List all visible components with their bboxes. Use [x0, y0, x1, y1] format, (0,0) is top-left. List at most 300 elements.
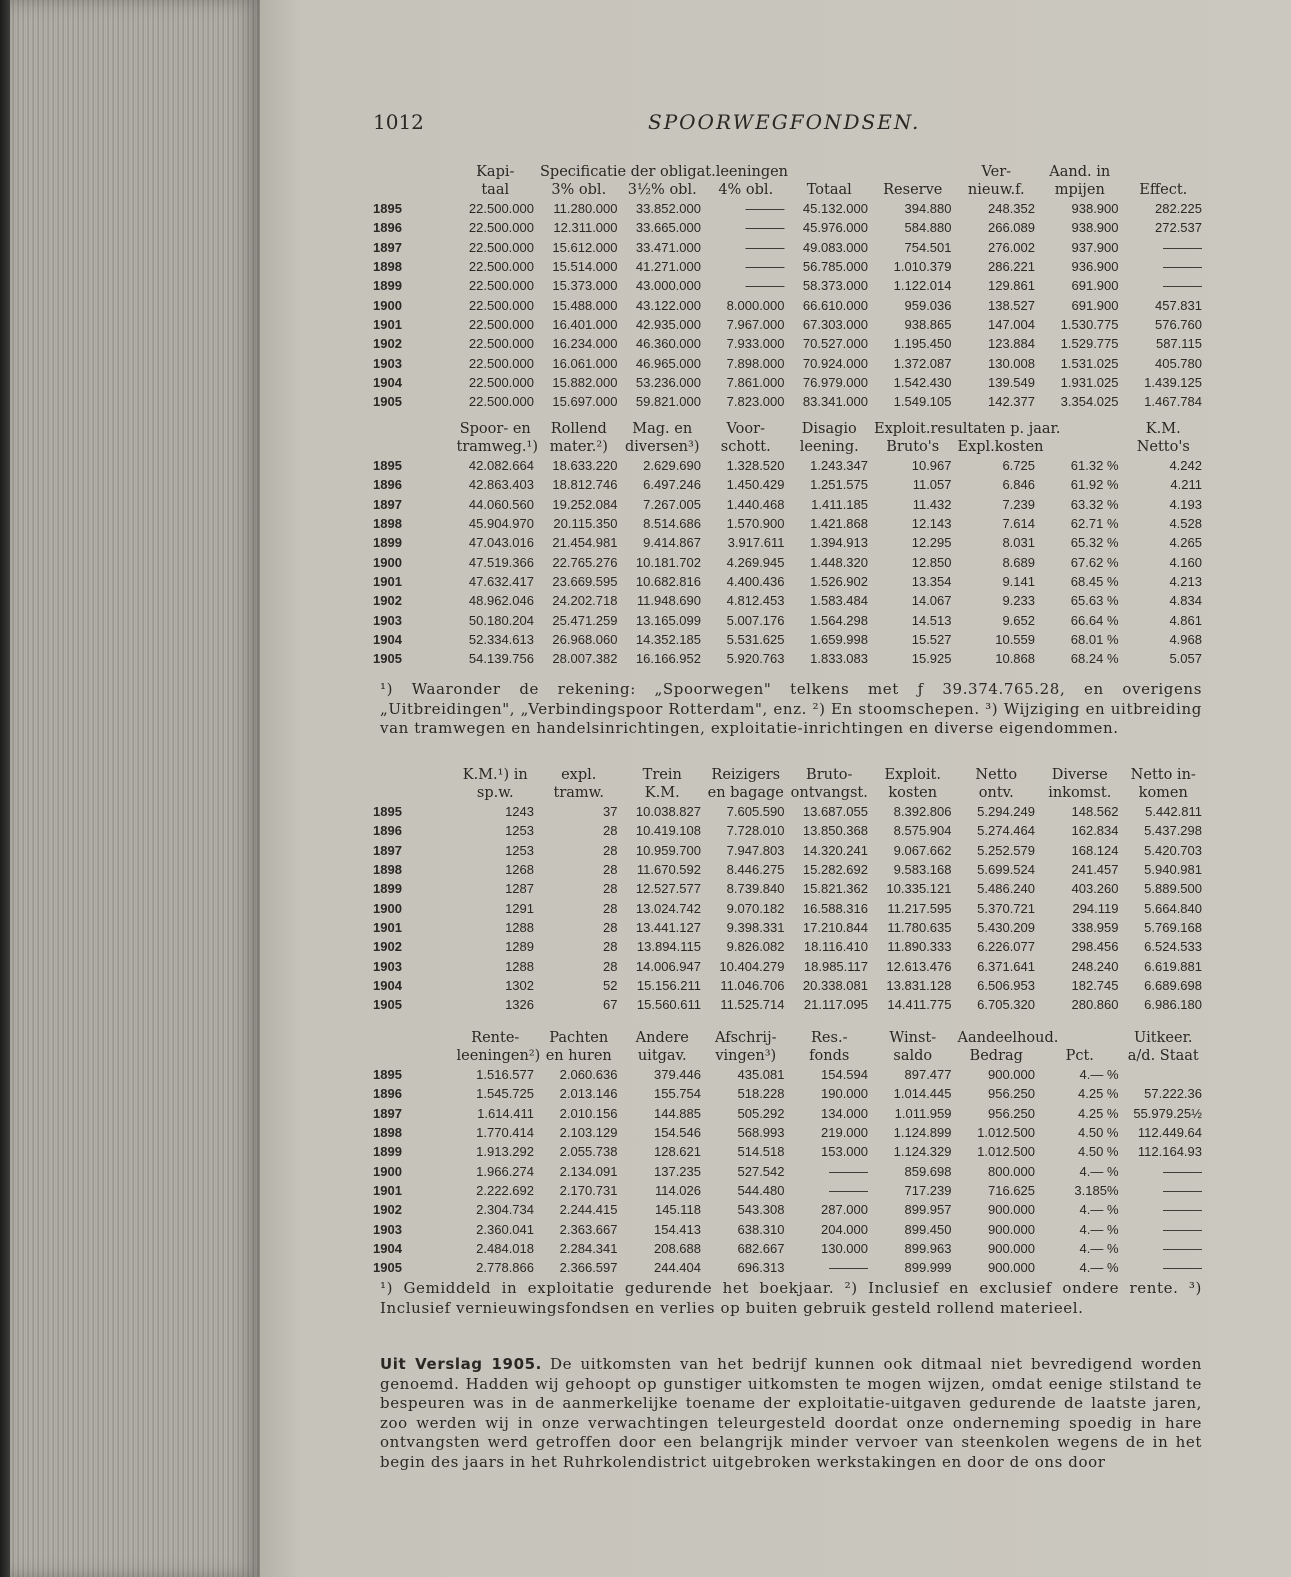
- table-cell: 1.195.450: [893, 336, 952, 352]
- column-header: saldo: [893, 1048, 933, 1064]
- year-cell: 1895: [373, 201, 402, 217]
- table-cell: 18.633.220: [552, 458, 618, 474]
- table-row: [370, 1123, 1205, 1142]
- table-cell: 394.880: [904, 201, 952, 217]
- column-header: [370, 438, 454, 456]
- table-cell: 22.500.000: [468, 336, 534, 352]
- table-cell: 1.531.025: [1060, 355, 1119, 371]
- table-cell: 5.420.703: [1144, 842, 1202, 858]
- table-cell: 241.457: [1071, 862, 1119, 878]
- table-cell: 6.846: [1002, 477, 1035, 493]
- column-header: expl.: [561, 767, 597, 783]
- table-cell: 11.948.690: [636, 593, 701, 609]
- table-cell: 2.170.731: [559, 1182, 618, 1198]
- table-cell: 7.967.000: [726, 316, 785, 332]
- table-cell: 48.962.046: [468, 593, 534, 609]
- page-header: [373, 108, 1203, 138]
- table-cell: 2.244.415: [559, 1202, 618, 1218]
- table-cell: 138.527: [988, 297, 1035, 313]
- obligations-table: [370, 163, 1205, 411]
- column-header: Kapi-: [476, 164, 515, 180]
- table-cell: 10.559: [995, 631, 1035, 647]
- column-header: Exploit.resultaten p. jaar.: [874, 421, 1061, 437]
- table-cell: 37: [603, 804, 618, 820]
- column-header: Pct.: [1065, 1048, 1094, 1064]
- table-cell: 691.900: [1071, 297, 1119, 313]
- table-cell: 154.546: [654, 1125, 701, 1141]
- year-cell: 1902: [373, 939, 402, 955]
- table-cell: 5.007.176: [726, 612, 785, 628]
- year-cell: 1903: [373, 1221, 402, 1237]
- table-cell: 15.821.362: [802, 881, 868, 897]
- column-header: schott.: [720, 439, 771, 455]
- table-cell: 266.089: [988, 220, 1035, 236]
- table-cell: 1.014.445: [893, 1086, 952, 1102]
- table-cell: 13.894.115: [636, 939, 701, 955]
- header-row: [370, 163, 1205, 181]
- column-header: [370, 163, 454, 181]
- table-cell: 219.000: [821, 1125, 868, 1141]
- year-cell: 1895: [373, 1067, 402, 1083]
- table-cell: 33.665.000: [635, 220, 701, 236]
- table-cell: 46.965.000: [635, 355, 701, 371]
- table-cell: 8.689: [1002, 554, 1035, 570]
- year-cell: 1899: [373, 1144, 402, 1160]
- table-cell: 900.000: [988, 1221, 1035, 1237]
- table-cell: 1.516.577: [476, 1067, 534, 1083]
- table-cell: 10.959.700: [635, 842, 701, 858]
- table-cell: 28: [603, 900, 618, 916]
- table-cell: 298.456: [1071, 939, 1119, 955]
- table-cell: 112.164.93: [1137, 1144, 1202, 1160]
- table-cell: 137.235: [654, 1163, 701, 1179]
- table-cell: 15.514.000: [552, 259, 618, 275]
- table-cell: 22.500.000: [468, 316, 534, 332]
- table-cell: 6.689.698: [1144, 977, 1202, 993]
- table-cell: 1.124.899: [893, 1125, 952, 1141]
- year-cell: 1903: [373, 612, 402, 628]
- column-header: taal: [481, 182, 510, 198]
- table-cell: 4.50 %: [1078, 1144, 1119, 1160]
- table-cell: 1.124.329: [893, 1144, 952, 1160]
- table-cell: 244.404: [654, 1260, 701, 1276]
- table-cell: 130.000: [821, 1240, 868, 1256]
- table-cell: 899.957: [904, 1202, 952, 1218]
- table-row: [370, 392, 1205, 411]
- table-cell: 5.940.981: [1144, 862, 1202, 878]
- table-cell: 405.780: [1155, 355, 1202, 371]
- column-header: Reserve: [883, 182, 943, 198]
- year-cell: 1895: [373, 804, 402, 820]
- table-cell: 2.013.146: [559, 1086, 618, 1102]
- table-cell: 2.060.636: [559, 1067, 618, 1083]
- column-header: tramweg.¹): [456, 439, 539, 455]
- table-cell: 16.234.000: [552, 336, 618, 352]
- column-header: Bedrag: [969, 1048, 1023, 1064]
- table-cell: 13.441.127: [635, 919, 701, 935]
- table-cell: 1.526.902: [810, 573, 868, 589]
- table-cell: 4.269.945: [726, 554, 785, 570]
- table-cell: 22.500.000: [468, 220, 534, 236]
- year-cell: 1896: [373, 477, 402, 493]
- table-row: [370, 475, 1205, 494]
- column-header: mater.²): [549, 439, 608, 455]
- year-cell: 1905: [373, 394, 402, 410]
- table-cell: 338.959: [1071, 919, 1119, 935]
- table-cell: 1.122.014: [893, 278, 952, 294]
- table-cell: 15.282.692: [802, 862, 868, 878]
- table-cell: 897.477: [904, 1067, 952, 1083]
- column-header: [1038, 438, 1122, 456]
- table-cell: 900.000: [988, 1067, 1035, 1083]
- table-row: [370, 257, 1205, 276]
- table-cell: 43.000.000: [635, 278, 701, 294]
- table-cell: 19.252.084: [552, 496, 618, 512]
- table-cell: 1.529.775: [1060, 336, 1119, 352]
- table-cell: 15.925: [911, 651, 952, 667]
- table-cell: 128.621: [654, 1144, 701, 1160]
- annual-report-excerpt: [380, 1355, 1202, 1472]
- table-cell: 4.— %: [1079, 1240, 1119, 1256]
- table-cell: 1253: [505, 842, 534, 858]
- table-cell: 1289: [505, 939, 534, 955]
- column-header: Rente-: [471, 1030, 520, 1046]
- header-row: [370, 1029, 1205, 1047]
- table-cell: 527.542: [737, 1163, 785, 1179]
- year-cell: 1900: [373, 297, 402, 313]
- column-header: Uitkeer.: [1133, 1030, 1193, 1046]
- table-cell: 139.549: [988, 374, 1035, 390]
- profit-distribution-table: [370, 1029, 1205, 1277]
- table-row: [370, 591, 1205, 610]
- year-cell: 1900: [373, 554, 402, 570]
- column-header: Totaal: [806, 182, 852, 198]
- table-cell: 1.659.998: [810, 631, 868, 647]
- table-cell: 4.— %: [1079, 1202, 1119, 1218]
- column-header: Afschrij-: [715, 1030, 777, 1046]
- table-cell: 800.000: [988, 1163, 1035, 1179]
- column-header: Netto in-: [1130, 767, 1196, 783]
- column-header: Voor-: [726, 421, 765, 437]
- column-header: inkomst.: [1048, 785, 1112, 801]
- table-cell: 41.271.000: [635, 259, 701, 275]
- table-cell: 11.217.595: [887, 900, 952, 916]
- table-cell: 12.143: [911, 516, 952, 532]
- table-row: [370, 1161, 1205, 1180]
- table-cell: 15.488.000: [552, 297, 618, 313]
- year-cell: 1902: [373, 336, 402, 352]
- table-row: [370, 514, 1205, 533]
- table-cell: 899.999: [904, 1260, 952, 1276]
- table-cell: 43.122.000: [635, 297, 701, 313]
- table-cell: 22.500.000: [468, 201, 534, 217]
- column-header: Trein: [642, 767, 682, 783]
- column-header: fonds: [809, 1048, 850, 1064]
- table-cell: 1.421.868: [810, 516, 868, 532]
- table-row: [370, 649, 1205, 668]
- table-cell: 54.139.756: [468, 651, 534, 667]
- table-cell: 587.115: [1155, 336, 1202, 352]
- table-cell: 638.310: [737, 1221, 785, 1237]
- table-cell: 1.966.274: [476, 1163, 534, 1179]
- table-cell: 6.705.320: [977, 997, 1035, 1013]
- table-cell: 717.239: [904, 1182, 952, 1198]
- table-cell: 68.45 %: [1070, 573, 1119, 589]
- table-cell: 9.398.331: [726, 919, 785, 935]
- table-cell: 5.442.811: [1145, 804, 1202, 820]
- table-cell: 2.284.341: [559, 1240, 618, 1256]
- table-cell: 154.413: [654, 1221, 701, 1237]
- table-cell: 154.594: [821, 1067, 868, 1083]
- table-cell: 1287: [505, 881, 534, 897]
- table-cell: 134.000: [821, 1105, 868, 1121]
- header-row: [370, 784, 1205, 802]
- column-header: ontv.: [978, 785, 1014, 801]
- column-header: [370, 420, 454, 438]
- table-cell: 5.769.168: [1144, 919, 1202, 935]
- table-cell: 24.202.718: [552, 593, 618, 609]
- table-cell: 13.354: [911, 573, 952, 589]
- table-cell: 12.295: [911, 535, 952, 551]
- table-cell: 6.619.881: [1144, 958, 1202, 974]
- table-cell: 1.530.775: [1060, 316, 1119, 332]
- table-cell: 2.778.866: [476, 1260, 534, 1276]
- table-cell: 15.156.211: [636, 977, 701, 993]
- table-cell: 3.185%: [1074, 1182, 1119, 1198]
- table-cell: 1.545.725: [476, 1086, 534, 1102]
- year-cell: 1897: [373, 1105, 402, 1121]
- table-cell: 22.500.000: [468, 355, 534, 371]
- table-cell: ———: [745, 278, 785, 294]
- table-cell: 11.057: [912, 477, 952, 493]
- table-cell: 7.614: [1002, 516, 1035, 532]
- year-cell: 1905: [373, 651, 402, 667]
- table-cell: 153.000: [821, 1144, 868, 1160]
- table-cell: 4.50 %: [1078, 1125, 1119, 1141]
- table-cell: 10.335.121: [886, 881, 952, 897]
- column-header: 3½% obl.: [627, 182, 697, 198]
- table-cell: 2.304.734: [476, 1202, 534, 1218]
- table-cell: 959.036: [904, 297, 952, 313]
- table-cell: 936.900: [1071, 259, 1119, 275]
- table-cell: 1.614.411: [477, 1105, 534, 1121]
- table-cell: 33.471.000: [635, 239, 701, 255]
- table-cell: 3.354.025: [1060, 394, 1119, 410]
- column-header: kosten: [888, 785, 938, 801]
- table-cell: 15.882.000: [552, 374, 618, 390]
- table-cell: 1.833.083: [810, 651, 868, 667]
- table-cell: 7.898.000: [726, 355, 785, 371]
- table-cell: 8.031: [1002, 535, 1035, 551]
- table-row: [370, 995, 1205, 1014]
- year-cell: 1903: [373, 355, 402, 371]
- table-cell: 83.341.000: [802, 394, 868, 410]
- year-cell: 1901: [373, 1182, 402, 1198]
- column-header: uitgav.: [637, 1048, 687, 1064]
- year-cell: 1896: [373, 1086, 402, 1102]
- table-row: [370, 860, 1205, 879]
- table-cell: 956.250: [988, 1086, 1035, 1102]
- column-header: [1122, 163, 1206, 181]
- year-cell: 1902: [373, 1202, 402, 1218]
- table-cell: 44.060.560: [468, 496, 534, 512]
- table-cell: 14.006.947: [635, 958, 701, 974]
- table-cell: 248.240: [1071, 958, 1119, 974]
- table-cell: 42.863.403: [468, 477, 534, 493]
- table-cell: 28: [603, 919, 618, 935]
- table-cell: 4.211: [1170, 477, 1202, 493]
- capital-expenditure-table: [370, 420, 1205, 668]
- column-header: K.M.: [1145, 421, 1181, 437]
- table-cell: 26.968.060: [552, 631, 618, 647]
- table-cell: 280.860: [1071, 997, 1119, 1013]
- table-row: [370, 1104, 1205, 1123]
- column-header: 3% obl.: [551, 182, 607, 198]
- table-row: [370, 1258, 1205, 1277]
- table-cell: 13.165.099: [635, 612, 701, 628]
- year-cell: 1896: [373, 823, 402, 839]
- table-cell: 7.605.590: [726, 804, 785, 820]
- table-cell: 16.401.000: [552, 316, 618, 332]
- table-cell: 8.000.000: [726, 297, 785, 313]
- column-header: leening.: [799, 439, 859, 455]
- table-cell: ———: [829, 1260, 868, 1276]
- table-cell: 1.372.087: [893, 355, 952, 371]
- column-header: diversen³): [625, 439, 700, 455]
- table-cell: 403.260: [1071, 881, 1119, 897]
- table-cell: 22.765.276: [552, 554, 618, 570]
- table-row: [370, 1200, 1205, 1219]
- table-cell: 13.850.368: [802, 823, 868, 839]
- table-cell: 67: [603, 997, 618, 1013]
- table-cell: 7.933.000: [726, 336, 785, 352]
- table-cell: 282.225: [1155, 201, 1202, 217]
- table-cell: 287.000: [821, 1202, 868, 1218]
- table-cell: 20.338.081: [802, 977, 868, 993]
- table-row: [370, 295, 1205, 314]
- table-cell: 10.419.108: [635, 823, 701, 839]
- table-cell: 1243: [505, 804, 534, 820]
- table-cell: 10.404.279: [719, 958, 785, 974]
- table-cell: 114.026: [654, 1182, 701, 1198]
- table-cell: 16.061.000: [552, 355, 618, 371]
- header-row: [370, 438, 1205, 456]
- table-cell: 4.812.453: [726, 593, 785, 609]
- year-cell: 1898: [373, 259, 402, 275]
- table-cell: 28: [603, 842, 618, 858]
- column-header: [370, 1047, 454, 1065]
- table-row: [370, 841, 1205, 860]
- column-header: [370, 1029, 454, 1047]
- table-cell: 5.252.579: [977, 842, 1035, 858]
- year-cell: 1897: [373, 842, 402, 858]
- table-cell: 4.242: [1169, 458, 1202, 474]
- table-cell: 2.103.129: [559, 1125, 618, 1141]
- table-row: [370, 821, 1205, 840]
- table-cell: 1.549.105: [893, 394, 952, 410]
- table-cell: 1.542.430: [893, 374, 952, 390]
- table-row: [370, 373, 1205, 392]
- table-cell: 8.392.806: [893, 804, 952, 820]
- column-header: Exploit.: [884, 767, 941, 783]
- table-cell: 4.400.436: [726, 573, 785, 589]
- table-cell: 4.213: [1169, 573, 1202, 589]
- table-cell: 145.118: [654, 1202, 701, 1218]
- table-cell: 5.430.209: [977, 919, 1035, 935]
- table-row: [370, 315, 1205, 334]
- table-cell: 147.004: [988, 316, 1035, 332]
- table-cell: 4.968: [1169, 631, 1202, 647]
- table-cell: 4.160: [1169, 554, 1202, 570]
- table-cell: 49.083.000: [802, 239, 868, 255]
- year-cell: 1899: [373, 881, 402, 897]
- table-cell: 1.411.185: [811, 496, 868, 512]
- table-cell: 65.63 %: [1070, 593, 1119, 609]
- table-cell: 4.528: [1169, 516, 1202, 532]
- report-lead: Uit Verslag 1905.: [380, 1355, 542, 1373]
- table-cell: ———: [745, 239, 785, 255]
- year-cell: 1904: [373, 977, 402, 993]
- table-row: [370, 1084, 1205, 1103]
- table-cell: 4.— %: [1079, 1067, 1119, 1083]
- table-cell: 5.294.249: [977, 804, 1035, 820]
- table-row: [370, 552, 1205, 571]
- table-cell: 9.233: [1002, 593, 1035, 609]
- column-header: komen: [1138, 785, 1188, 801]
- table-row: [370, 1065, 1205, 1084]
- table-cell: 682.667: [737, 1240, 785, 1256]
- table-cell: 2.055.738: [559, 1144, 618, 1160]
- header-row: [370, 1047, 1205, 1065]
- column-header: [871, 163, 955, 181]
- table-row: [370, 495, 1205, 514]
- table-cell: 11.670.592: [636, 862, 701, 878]
- table-cell: 28: [603, 823, 618, 839]
- column-header: K.M.: [644, 785, 680, 801]
- table-cell: 42.935.000: [635, 316, 701, 332]
- table-cell: 22.500.000: [468, 394, 534, 410]
- column-header: Pachten: [549, 1030, 609, 1046]
- column-header: Ver-: [981, 164, 1012, 180]
- table-cell: ———: [1163, 1202, 1202, 1218]
- table-cell: ———: [829, 1182, 868, 1198]
- table-row: [370, 533, 1205, 552]
- year-cell: 1899: [373, 535, 402, 551]
- table-cell: 286.221: [988, 259, 1035, 275]
- table-cell: 53.236.000: [635, 374, 701, 390]
- table-cell: 168.124: [1071, 842, 1119, 858]
- table-row: [370, 802, 1205, 821]
- table-cell: 899.450: [904, 1221, 952, 1237]
- year-cell: 1904: [373, 631, 402, 647]
- table-cell: 9.070.182: [726, 900, 785, 916]
- table-cell: 1.570.900: [726, 516, 785, 532]
- column-header: vingen³): [715, 1048, 777, 1064]
- table-cell: 22.500.000: [468, 278, 534, 294]
- column-header: K.M.¹) in: [462, 767, 528, 783]
- table-cell: 2.484.018: [476, 1240, 534, 1256]
- table-cell: 754.501: [904, 239, 952, 255]
- table-cell: 58.373.000: [802, 278, 868, 294]
- table-cell: 544.480: [737, 1182, 785, 1198]
- table-cell: 1302: [505, 977, 534, 993]
- year-cell: 1905: [373, 1260, 402, 1276]
- table-cell: 1291: [505, 900, 534, 916]
- table-cell: 11.525.714: [720, 997, 785, 1013]
- table-cell: 57.222.36: [1144, 1086, 1202, 1102]
- table-row: [370, 218, 1205, 237]
- table-cell: 65.32 %: [1070, 535, 1119, 551]
